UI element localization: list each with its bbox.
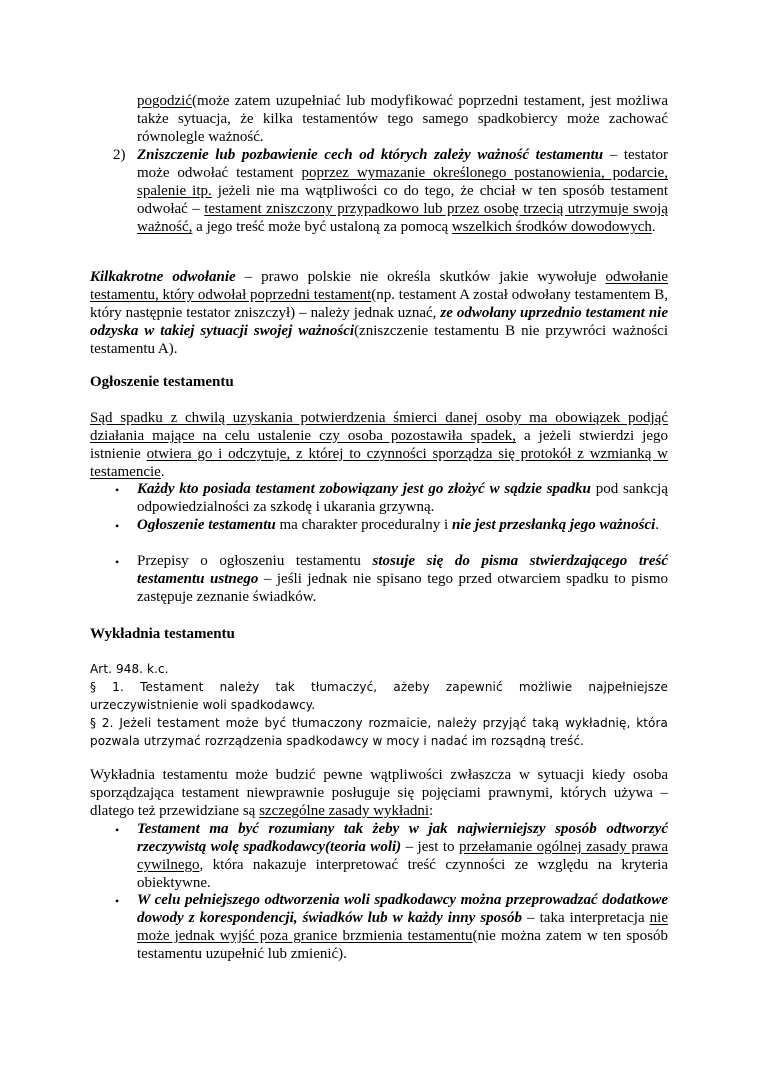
bullet-icon: • — [115, 555, 120, 569]
text: (np. testament A został odwołany testamentem B, który następnie testator zniszczył) – należy jednak uznać, — [90, 287, 668, 321]
underlined-text: Sąd spadku z chwilą uzyskania potwierdzenia śmierci danej osoby ma obowiązek podjąć działania mające na celu ustalenie czy osoba pozostawiła spadek, — [90, 410, 668, 444]
text: jeżeli nie ma wątpliwości co do tego, że chciał w ten sposób testament odwołać – — [137, 183, 668, 217]
text: pod sankcją odpowiedzialności za szkodę i ukarania grzywną. — [137, 481, 668, 515]
bold-italic-text: Każdy kto posiada testament zobowiązany jest go złożyć w sądzie spadku — [137, 481, 591, 497]
text: – testator może odwołać testament — [137, 147, 668, 181]
bullet-item — [137, 820, 668, 892]
bullet-icon: • — [115, 823, 120, 837]
bold-italic-text: Kilkakrotne odwołanie — [90, 269, 236, 285]
text: ma charakter proceduralny i — [275, 517, 452, 533]
paragraph-sad-spadku — [90, 409, 668, 481]
text: – jest to — [401, 839, 459, 855]
underlined-text: otwiera go i odczytuje, z której to czynności sporządza się protokół z wzmianką w testamencie — [90, 446, 668, 480]
text: – prawo polskie nie określa skutków jakie wywołuje — [235, 269, 606, 285]
heading-wykladnia: Wykładnia testamentu — [90, 626, 235, 642]
article-paragraph-1: § 1. Testament należy tak tłumaczyć, ażeby zapewnić możliwie najpełniejsze urzeczywistnienie woli spadkodawcy. — [90, 680, 668, 712]
bold-italic-text: W celu pełniejszego odtworzenia woli spadkodawcy można przeprowadzać dodatkowe dowody z korespondencji, świadków lub w każdy inny sposób — [137, 892, 668, 926]
bold-italic-text: stosuje się do pisma stwierdzającego treść testamentu ustnego — [137, 553, 668, 587]
bullet-icon: • — [115, 519, 120, 533]
text: a jeżeli stwierdzi jego istnienie — [90, 428, 668, 462]
bullet-icon: • — [115, 483, 120, 497]
article-paragraph-2: § 2. Jeżeli testament może być tłumaczony rozmaicie, należy przyjąć taką wykładnię, która pozwala utrzymać rozrządzenia spadkodawcy w mocy i nadać im rozsądną treść. — [90, 716, 668, 748]
item-1-continuation — [137, 92, 668, 146]
underlined-text: przełamanie ogólnej zasady prawa cywilnego — [137, 839, 669, 873]
bullet-item — [137, 480, 668, 516]
text: – taka interpretacja — [522, 910, 650, 926]
underlined-text: szczególne zasady wykładni — [259, 803, 430, 819]
text: . — [655, 517, 660, 533]
text: : — [429, 803, 434, 819]
underlined-text: pogodzić — [137, 93, 192, 109]
bullet-icon: • — [115, 894, 120, 908]
bold-italic-text: Testament ma być rozumiany tak żeby w jak najwierniejszy sposób odtworzyć rzeczywistą wolę spadkodawcy(teoria woli) — [137, 821, 668, 855]
text: . — [160, 464, 165, 480]
bold-italic-text: Zniszczenie lub pozbawienie cech od których zależy ważność testamentu — [137, 147, 604, 163]
bold-italic-text: ze odwołany uprzednio testament nie odzyska w takiej sytuacji swojej ważności — [90, 305, 668, 339]
heading-ogloszenie: Ogłoszenie testamentu — [90, 374, 234, 390]
bullet-item — [137, 552, 668, 606]
underlined-text: wszelkich środków dowodowych — [451, 219, 652, 235]
text: . — [651, 219, 656, 235]
text: Przepisy o ogłoszeniu testamentu — [137, 553, 373, 569]
underlined-text: poprzez wymazanie określonego postanowienia, podarcie, spalenie itp. — [137, 165, 668, 199]
underlined-text: odwołanie testamentu, który odwołał poprzedni testament — [90, 269, 669, 303]
bullet-item — [137, 516, 668, 534]
bold-italic-text: Ogłoszenie testamentu — [137, 517, 276, 533]
list-number: 2) — [113, 147, 126, 163]
text: a jego treść może być ustaloną za pomocą — [192, 219, 452, 235]
text: – jeśli jednak nie spisano tego przed otwarciem spadku to pismo zastępuje zeznanie świadków. — [137, 571, 668, 605]
paragraph-kilkakrotne — [90, 268, 668, 358]
text: (może zatem uzupełniać lub modyfikować poprzedni testament, jest możliwa także sytuacja, że kilka testamentów tego samego spadkobiercy może zachować równolegle ważność. — [137, 93, 668, 145]
text: , która nakazuje interpretować treść czynności ze względu na kryteria obiektywne. — [137, 857, 668, 891]
paragraph-wykladnia — [90, 766, 668, 820]
text: (zniszczenie testamentu B nie przywróci ważności testamentu A). — [90, 323, 668, 357]
bullet-item — [137, 891, 668, 963]
text: Wykładnia testamentu może budzić pewne wątpliwości zwłaszcza w sytuacji kiedy osoba sporządzająca testament niewprawnie posługuje się pojęciami prawnymi, których używa – dlatego też przewidziane są — [90, 767, 668, 819]
text: (nie można zatem w ten sposób testamentu uzupełnić lub zmienić). — [137, 928, 668, 962]
underlined-text: nie może jednak wyjść poza granice brzmienia testamentu — [137, 910, 668, 944]
bold-italic-text: nie jest przesłanką jego ważności — [451, 517, 656, 533]
underlined-text: testament zniszczony przypadkowo lub przez osobę trzecią utrzymuje swoją ważność, — [137, 201, 668, 235]
article-reference: Art. 948. k.c. — [90, 662, 169, 676]
list-item-2 — [137, 146, 668, 236]
